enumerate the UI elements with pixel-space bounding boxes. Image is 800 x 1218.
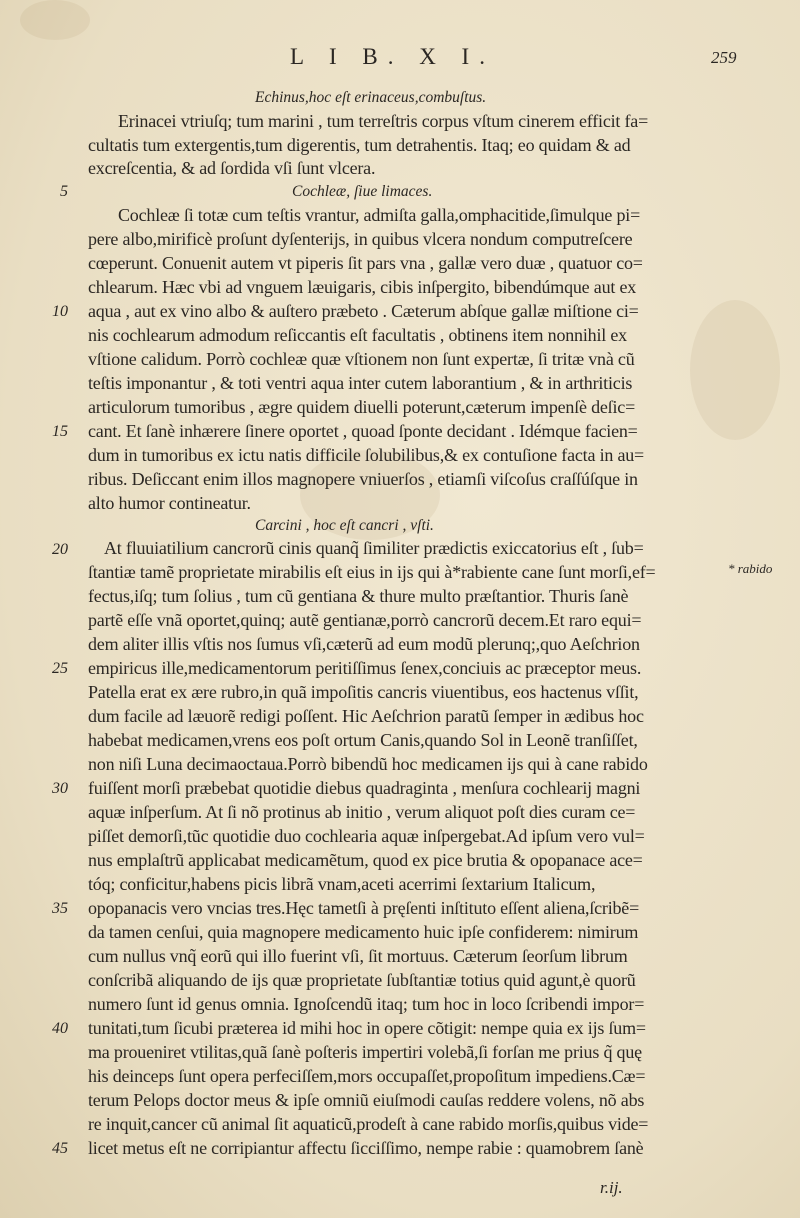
section-heading: Cochleæ, ſiue limaces. — [292, 183, 433, 200]
text-line: cum nullus vnq̃ eorũ qui illo fuerint vſi, ſit mortuus. Cæterum ſeorſum librum — [88, 946, 628, 966]
text-line: terum Pelops doctor meus & ipſe omniũ eiuſmodi cauſas reddere volens, nõ abs — [88, 1090, 645, 1110]
text-line: his deinceps ſunt opera perfeciſſem,mors occupaſſet,propoſitum impediens.Cæ= — [88, 1066, 646, 1086]
running-title: L I B. X I. — [290, 44, 495, 69]
text-line: partẽ eſſe vnã oportet,quinq; autẽ gentianæ,porrò cancrorũ decem.Et raro equi= — [88, 610, 642, 630]
line-number: 35 — [52, 900, 68, 917]
line-number: 30 — [52, 780, 68, 797]
text-line: dum facile ad læuorẽ redigi poſſent. Hic Aeſchrion paratũ ſemper in ædibus hoc — [88, 706, 644, 726]
text-line: ribus. Deſiccant enim illos magnopere vniuerſos , etiamſi viſcoſus craſſúſque in — [88, 469, 638, 489]
text-line: tóq; conficitur,habens picis librã vnam,aceti acerrimi ſextarium Italicum, — [88, 874, 596, 894]
text-line: Cochleæ ſi totæ cum teſtis vrantur, admiſta galla,omphacitide,ſimulque pi= — [118, 205, 641, 225]
text-line: articulorum tumoribus , ægre quidem diuelli poterunt,cæterum impenſè deſic= — [88, 397, 636, 417]
text-line: Erinacei vtriuſq; tum marini , tum terreſtris corpus vſtum cinerem efficit fa= — [118, 111, 649, 131]
text-line: cultatis tum extergentis,tum digerentis, tum detrahentis. Itaq; eo quidam & ad — [88, 135, 631, 155]
page-number: 259 — [711, 48, 737, 67]
line-number: 25 — [52, 660, 68, 677]
text-line: ma proueniret vtilitas,quã ſanè poſteris impertiri volebã,ſi forſan me prius q̃ quę — [88, 1042, 642, 1062]
text-line: conſcribã aliquando de ijs quæ proprietate ſubſtantiæ totius quid agunt,è quorũ — [88, 970, 636, 990]
signature-mark: r.ij. — [600, 1178, 623, 1197]
text-line: Patella erat ex ære rubro,in quã impoſitis cancris viuentibus, eos hactenus vſſit, — [88, 682, 639, 702]
line-number: 20 — [52, 541, 68, 558]
line-number: 10 — [52, 303, 68, 320]
page-header — [0, 44, 800, 76]
line-number: 45 — [52, 1140, 68, 1157]
text-line: nis cochlearum admodum reſiccantis eſt facultatis , obtinens item nonnihil ex — [88, 325, 627, 345]
text-line: fectus,iſq; tum ſolius , tum cũ gentiana & thure multo præſtantior. Thuris ſanè — [88, 586, 629, 606]
text-line: tunitati,tum ſicubi præterea id mihi hoc in opere cõtigit: nempe quia ex ijs ſum= — [88, 1018, 646, 1038]
text-line: alto humor contineatur. — [88, 493, 251, 513]
text-line: dum in tumoribus ex ictu natis difficile ſolubilibus,& ex contuſione facta in au= — [88, 445, 645, 465]
line-number: 15 — [52, 423, 68, 440]
text-line: cant. Et ſanè inhærere ſinere oportet , quoad ſponte decidant . Idémque facien= — [88, 421, 638, 441]
text-line: aqua , aut ex vino albo & auſtero præbeto . Cæterum abſque gallæ miſtione ci= — [88, 301, 639, 321]
text-line: aquæ inſperſum. At ſi nõ protinus ab initio , verum aliquot poſt dies curam ce= — [88, 802, 636, 822]
text-line: opopanacis vero vncias tres.Hęc tametſi à pręſenti inſtituto eſſent aliena,ſcribẽ= — [88, 898, 640, 918]
text-line: teſtis imponantur , & toti ventri aqua inter cutem laborantium , & in arthriticis — [88, 373, 633, 393]
text-line: excreſcentia, & ad ſordida vſi ſunt vlcera. — [88, 158, 376, 178]
text-line: vſtione calidum. Porrò cochleæ quæ vſtionem non ſunt expertæ, ſi tritæ vnà cũ — [88, 349, 635, 369]
line-number: 5 — [60, 183, 68, 200]
section-heading: Carcini , hoc eſt cancri , vſti. — [255, 517, 434, 534]
text-line: non niſi Luna decimaoctaua.Porrò bibendũ hoc medicamen ijs qui à cane rabido — [88, 754, 648, 774]
text-line: pere albo,mirificè proſunt dyſenterijs, in quibus vlcera nondum computreſcere — [88, 229, 633, 249]
text-line: licet metus eſt ne corripiantur affectu ſicciſſimo, nempe rabie : quamobrem ſanè — [88, 1138, 644, 1158]
text-line: cœperunt. Conuenit autem vt piperis ſit pars vna , gallæ vero duæ , quatuor co= — [88, 253, 643, 273]
text-line: chlearum. Hæc vbi ad vnguem læuigaris, cibis inſpergito, bibendúmque aut ex — [88, 277, 637, 297]
margin-note: * rabido — [728, 561, 773, 576]
text-line: fuiſſent morſi præbebat quotidie diebus quadraginta , menſura cochlearij magni — [88, 778, 641, 798]
text-line: re inquit,cancer cũ animal ſit aquaticũ,prodeſt à cane rabido morſis,quibus vide= — [88, 1114, 649, 1134]
text-line: ſtantiæ tamẽ proprietate mirabilis eſt eius in ijs qui à*rabiente cane ſunt morſi,ef= — [88, 562, 656, 582]
text-line: dem aliter illis vſtis nos ſumus vſi,cæterũ ad eum modũ plerunq;,quo Aeſchrion — [88, 634, 640, 654]
text-line: habebat medicamen,vrens eos poſt ortum Canis,quando Sol in Leonẽ tranſiſſet, — [88, 730, 638, 750]
text-line: numero ſunt id genus omnia. Ignoſcendũ itaq; tum hoc in loco ſcribendi impor= — [88, 994, 645, 1014]
text-line: empiricus ille,medicamentorum peritiſſimus ſenex,conciuis ac præceptor meus. — [88, 658, 642, 678]
text-line: piſſet demorſi,tũc quotidie duo cochlearia aquæ inſpergebat.Ad ipſum vero vul= — [88, 826, 645, 846]
text-line: nus emplaſtrũ applicabat medicamẽtum, quod ex pice brutia & opopanace ace= — [88, 850, 643, 870]
text-line: At fluuiatilium cancrorũ cinis quanq̃ ſimiliter prædictis exiccatorius eſt , ſub= — [104, 538, 644, 558]
section-heading: Echinus,hoc eſt erinaceus,combuſtus. — [255, 89, 487, 106]
text-line: da tamen cenſui, quia magnopere medicamento huic ipſe confiderem: nimirum — [88, 922, 639, 942]
line-number: 40 — [52, 1020, 68, 1037]
